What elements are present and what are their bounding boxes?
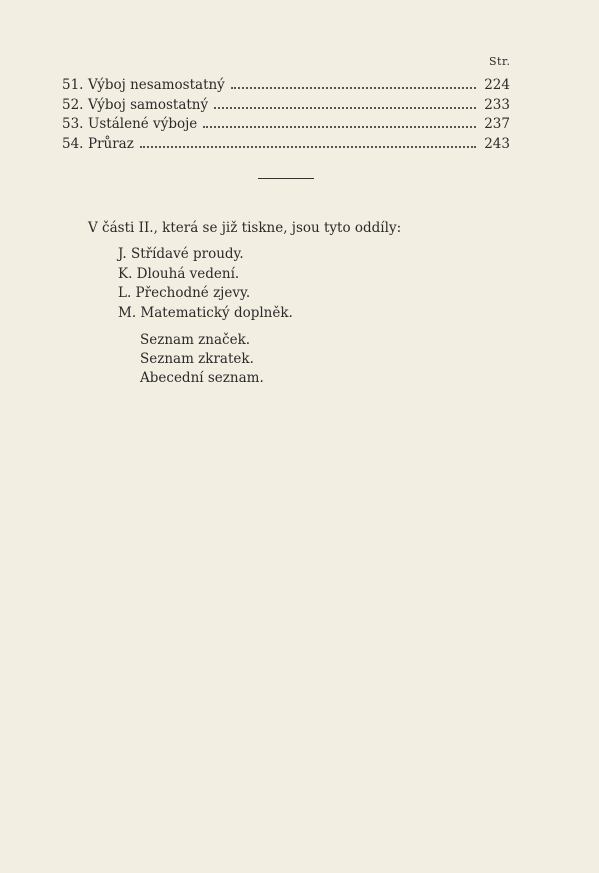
page-column-header: Str. (489, 55, 511, 68)
toc-entry-title: Průraz (88, 135, 134, 152)
table-of-contents (62, 73, 510, 151)
toc-entry-title: Ustálené výboje (88, 116, 198, 132)
toc-entry-number: 52. (62, 96, 84, 113)
toc-entry (62, 73, 510, 93)
toc-entry-number: 51. (62, 77, 84, 93)
appendix-item: Seznam zkratek. (140, 351, 254, 367)
toc-entry-title: Výboj samostatný (88, 96, 209, 113)
section-divider (258, 178, 314, 179)
appendix-list (140, 332, 264, 389)
section-item: L. Přechodné zjevy. (118, 285, 251, 301)
toc-entry (62, 112, 510, 132)
section-item: M. Matematický doplněk. (118, 304, 293, 321)
toc-leader-dots (203, 112, 476, 128)
toc-leader-dots (140, 132, 476, 148)
part-two-sections (118, 246, 293, 324)
toc-entry (62, 132, 510, 152)
toc-entry-page: 233 (484, 96, 510, 113)
toc-entry-page: 224 (484, 77, 510, 93)
toc-entry-number: 54. (62, 135, 84, 152)
section-item: K. Dlouhá vedení. (118, 265, 240, 282)
toc-entry (62, 93, 510, 113)
toc-entry-page: 237 (484, 116, 510, 132)
toc-entry-number: 53. (62, 116, 84, 132)
appendix-item: Seznam značek. (140, 332, 251, 348)
toc-entry-title: Výboj nesamostatný (88, 77, 225, 93)
section-item: J. Střídavé proudy. (118, 246, 244, 262)
toc-leader-dots (231, 73, 476, 89)
toc-entry-page: 243 (484, 135, 510, 152)
part-two-intro: V části II., která se již tiskne, jsou tyto oddíly: (88, 220, 402, 236)
appendix-item: Abecední seznam. (140, 370, 264, 386)
toc-leader-dots (214, 93, 476, 109)
